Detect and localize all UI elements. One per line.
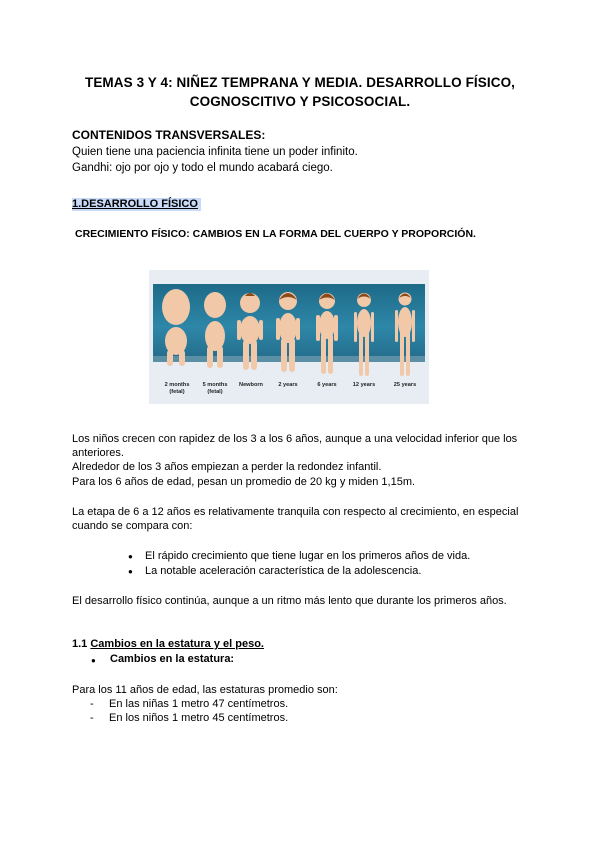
bullet-icon: ●: [128, 567, 133, 576]
section-1-1-heading: [72, 637, 264, 652]
paragraph-3: Para los 6 años de edad, pesan un promedio de 20 kg y miden 1,15m.: [72, 476, 416, 488]
paragraph-1-line-2: anteriores.: [72, 447, 124, 459]
document-title: [40, 73, 560, 111]
caption-25-years: 25 years: [393, 382, 417, 388]
estatura-ninos: En los niños 1 metro 45 centímetros.: [109, 712, 289, 724]
bullet-icon: ●: [128, 552, 133, 561]
figure-2-years: [276, 292, 300, 372]
caption-5-months-text: 5 months (fetal): [202, 382, 228, 395]
paragraph-4-line-1: La etapa de 6 a 12 años es relativamente tranquila con respecto al crecimiento, en especial: [72, 506, 519, 518]
section-1-heading: [72, 197, 201, 212]
figure-6-years: [316, 293, 338, 374]
figure-25-years: [395, 293, 415, 377]
dash-icon: -: [90, 712, 94, 724]
figure-newborn: [237, 293, 263, 370]
quote-1: Quien tiene una paciencia infinita tiene un poder infinito.: [72, 146, 358, 158]
figure-12-years: [354, 293, 374, 376]
estatura-ninas: En las niñas 1 metro 47 centímetros.: [109, 698, 289, 710]
figure-fetus-5-months: [204, 292, 226, 368]
caption-12-years: 12 years: [352, 382, 376, 388]
estaturas-intro: Para los 11 años de edad, las estaturas promedio son:: [72, 684, 338, 696]
caption-2-years: 2 years: [278, 382, 298, 388]
subsection-bullet-estatura: Cambios en la estatura:: [110, 653, 235, 665]
paragraph-4-line-2: cuando se compara con:: [72, 520, 193, 532]
caption-2-months: [157, 382, 197, 396]
contenidos-heading: CONTENIDOS TRANSVERSALES:: [72, 128, 266, 142]
caption-newborn: Newborn: [239, 382, 263, 388]
title-line-1: TEMAS 3 Y 4: NIÑEZ TEMPRANA Y MEDIA. DESARROLLO FÍSICO,: [84, 75, 516, 90]
section-1-subheading: CRECIMIENTO FÍSICO: CAMBIOS EN LA FORMA DEL CUERPO Y PROPORCIÓN.: [75, 228, 476, 240]
bullet-item-1: El rápido crecimiento que tiene lugar en los primeros años de vida.: [145, 550, 471, 562]
section-1-heading-text: 1.DESARROLLO FÍSICO: [72, 198, 201, 211]
section-1-1-title: Cambios en la estatura y el peso.: [90, 638, 264, 650]
section-1-1-number: 1.1: [72, 638, 91, 650]
figure-fetus-2-months: [162, 289, 190, 366]
growth-proportions-figure: [149, 270, 429, 404]
dash-icon: -: [90, 698, 94, 710]
paragraph-1-line-1: Los niños crecen con rapidez de los 3 a los 6 años, aunque a una velocidad inferior que los: [72, 433, 518, 445]
paragraph-2: Alrededor de los 3 años empiezan a perder la redondez infantil.: [72, 461, 382, 473]
caption-5-months: [195, 382, 235, 396]
title-line-2: COGNOSCITIVO Y PSICOSOCIAL.: [189, 94, 411, 109]
paragraph-5: El desarrollo físico continúa, aunque a un ritmo más lento que durante los primeros años.: [72, 595, 507, 607]
caption-2-months-text: 2 months (fetal): [164, 382, 190, 395]
bullet-item-2: La notable aceleración característica de la adolescencia.: [145, 565, 422, 577]
caption-6-years: 6 years: [317, 382, 337, 388]
quote-2: Gandhi: ojo por ojo y todo el mundo acabará ciego.: [72, 162, 333, 174]
bullet-icon: ●: [91, 656, 96, 665]
